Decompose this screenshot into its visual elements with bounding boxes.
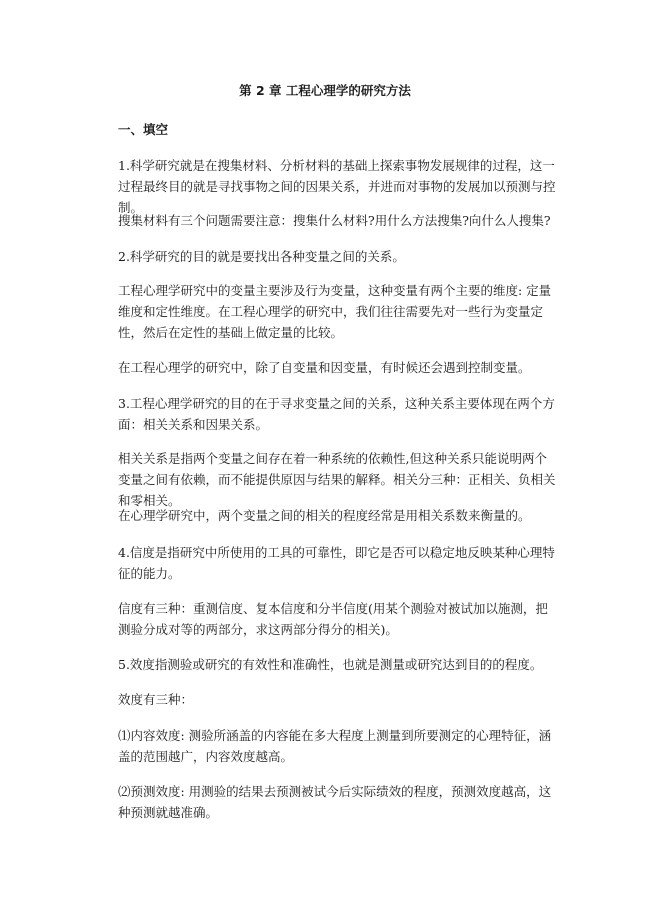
- paragraph-validity-types: 效度有三种：: [118, 692, 194, 707]
- paragraph-content-validity: ⑴内容效度: 测验所涵盖的内容能在多大程度上测量到所要测定的心理特征，涵盖的范围越广，内容效度越高。: [118, 728, 552, 764]
- chapter-title: 第 2 章 工程心理学的研究方法: [239, 83, 411, 98]
- paragraph-material-collection: 搜集材料有三个问题需要注意：搜集什么材料?用什么方法搜集?向什么人搜集?: [118, 213, 551, 228]
- paragraph-reliability: 4.信度是指研究中所使用的工具的可靠性，即它是否可以稳定地反映某种心理特征的能力。: [118, 545, 555, 581]
- paragraph-correlation-coefficient: 在心理学研究中，两个变量之间的相关的程度经常是用相关系数来衡量的。: [118, 508, 531, 523]
- section-heading: 一、填空: [118, 122, 169, 137]
- paragraph-research-purpose: 2.科学研究的目的就是要找出各种变量之间的关系。: [118, 249, 405, 264]
- paragraph-correlation: 相关关系是指两个变量之间存在着一种系统的依赖性,但这种关系只能说明两个变量之间有依赖，而不能提供原因与结果的解释。相关分三种：正相关、负相关和零相关。: [118, 451, 556, 508]
- paragraph-variables-dimensions: 工程心理学研究中的变量主要涉及行为变量，这种变量有两个主要的维度: 定量维度和定性维度。在工程心理学的研究中，我们往往需要先对一些行为变量定性，然后在定性的基础上做定量的比较。: [118, 283, 552, 340]
- paragraph-reliability-types: 信度有三种：重测信度、复本信度和分半信度(用某个测验对被试加以施测，把测验分成对等的两部分，求这两部分得分的相关)。: [118, 601, 548, 637]
- paragraph-predictive-validity: ⑵预测效度: 用测验的结果去预测被试今后实际绩效的程度，预测效度越高，这种预测就越准确。: [118, 784, 552, 820]
- paragraph-control-variables: 在工程心理学的研究中，除了自变量和因变量，有时候还会遇到控制变量。: [118, 360, 531, 375]
- paragraph-validity: 5.效度指测验或研究的有效性和准确性，也就是测量或研究达到目的的程度。: [118, 657, 543, 672]
- paragraph-scientific-research: 1.科学研究就是在搜集材料、分析材料的基础上探索事物发展规律的过程，这一过程最终目的就是寻找事物之间的因果关系，并进而对事物的发展加以预测与控制。: [118, 158, 556, 215]
- paragraph-relationship-types: 3.工程心理学研究的目的在于寻求变量之间的关系，这种关系主要体现在两个方面：相关关系和因果关系。: [118, 396, 555, 432]
